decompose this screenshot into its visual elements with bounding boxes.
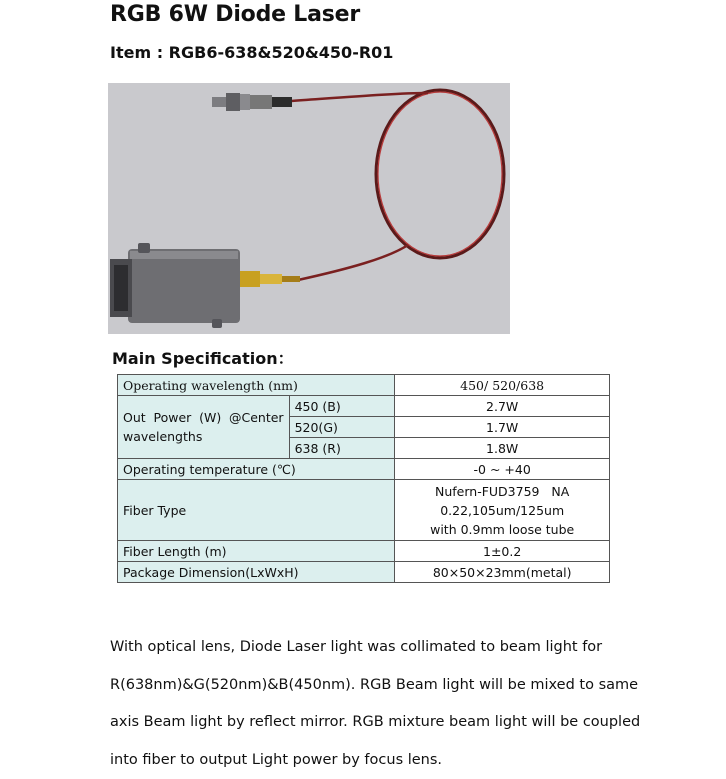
wavelength-label: Operating wavelength (nm) — [118, 375, 395, 396]
paragraph-line: axis Beam light by reflect mirror. RGB mixture beam light will be coupled — [110, 704, 710, 742]
table-row — [118, 480, 610, 541]
fiber-type-line: Nufern-FUD3759 NA — [400, 482, 604, 501]
fiber-type-line: 0.22,105um/125um — [400, 501, 604, 520]
table-row — [118, 396, 610, 417]
package-label: Package Dimension(LxWxH) — [118, 562, 395, 583]
power-value-450: 2.7W — [395, 396, 610, 417]
product-photo — [108, 83, 510, 334]
fiber-type-line: with 0.9mm loose tube — [400, 520, 604, 539]
fiber-length-value: 1±0.2 — [395, 541, 610, 562]
power-value-520: 1.7W — [395, 417, 610, 438]
power-band-520: 520(G) — [289, 417, 395, 438]
item-number: Item : RGB6-638&520&450-R01 — [110, 43, 393, 62]
paragraph-line: R(638nm)&G(520nm)&B(450nm). RGB Beam light will be mixed to same — [110, 667, 710, 705]
main-spec-heading: Main Specification： — [112, 346, 294, 369]
spec-table — [117, 374, 610, 583]
fiber-type-label: Fiber Type — [118, 480, 395, 541]
temp-value: -0 ~ +40 — [395, 459, 610, 480]
fiber-type-value — [395, 480, 610, 541]
power-band-450: 450 (B) — [289, 396, 395, 417]
fiber-length-label: Fiber Length (m) — [118, 541, 395, 562]
table-row — [118, 375, 610, 396]
paragraph-line: into fiber to output Light power by focus lens. — [110, 742, 710, 779]
paragraph-line: With optical lens, Diode Laser light was collimated to beam light for — [110, 629, 710, 667]
temp-label: Operating temperature (℃) — [118, 459, 395, 480]
table-row — [118, 562, 610, 583]
package-value: 80×50×23mm(metal) — [395, 562, 610, 583]
power-label-line1: Out Power (W) @Center — [123, 408, 284, 427]
power-band-638: 638 (R) — [289, 438, 395, 459]
description-paragraph — [110, 629, 710, 779]
power-label-line2: wavelengths — [123, 427, 284, 446]
page-title: RGB 6W Diode Laser — [110, 2, 360, 27]
power-value-638: 1.8W — [395, 438, 610, 459]
power-label — [118, 396, 290, 459]
table-row — [118, 459, 610, 480]
wavelength-value: 450/ 520/638 — [395, 375, 610, 396]
table-row — [118, 541, 610, 562]
